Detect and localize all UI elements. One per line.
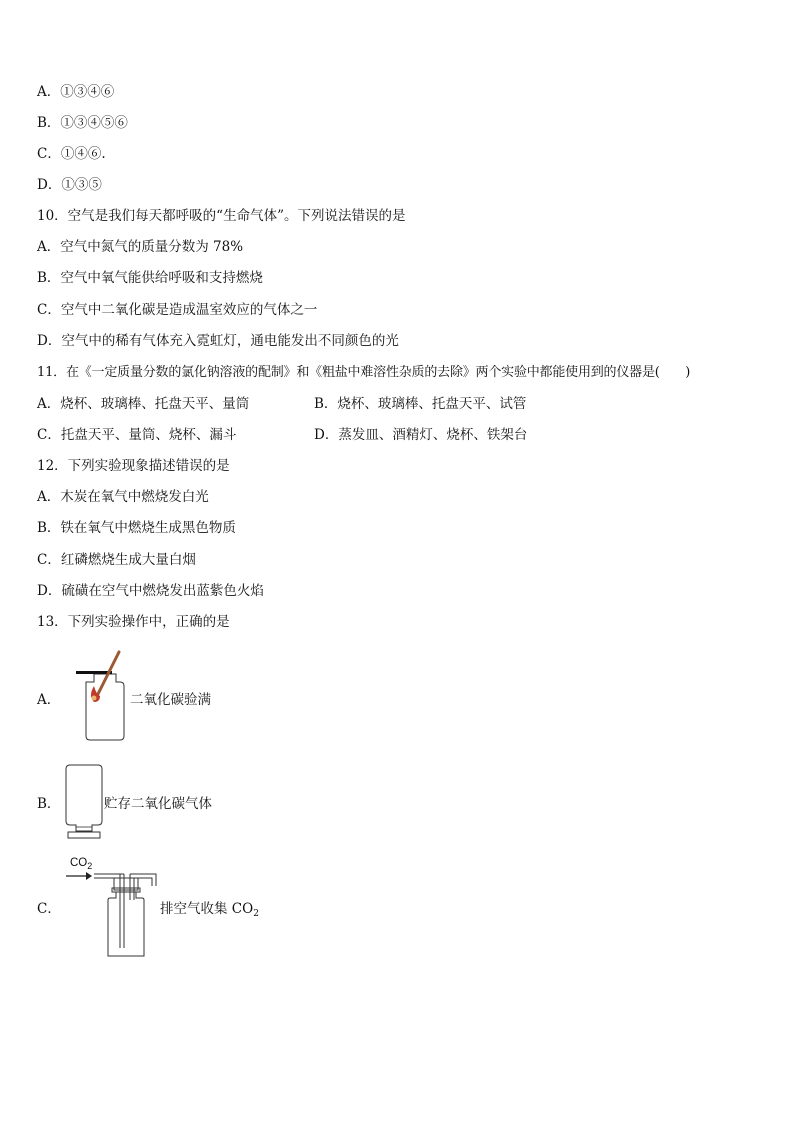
option-label: B． <box>37 115 61 131</box>
option-text: 烧杯、玻璃棒、托盘天平、试管 <box>337 396 527 412</box>
option-label: D． <box>314 427 339 443</box>
q10-option-c[interactable] <box>37 301 317 319</box>
q13-option-a-caption: 二氧化碳验满 <box>130 692 211 708</box>
gas-washing-bottle-figure <box>64 866 160 960</box>
q9-option-b[interactable] <box>37 114 128 132</box>
option-label: B． <box>37 520 61 536</box>
option-text: ①④⑥. <box>60 146 106 162</box>
option-label: D． <box>37 333 62 349</box>
co2-full-test-figure <box>72 650 130 742</box>
q9-option-d[interactable] <box>37 176 102 194</box>
option-text: ①③④⑥ <box>60 84 115 100</box>
q11-option-c[interactable] <box>37 426 236 444</box>
option-text: 空气中氧气能供给呼吸和支持燃烧 <box>60 270 263 286</box>
q9-option-c[interactable] <box>37 145 106 163</box>
option-text: 铁在氧气中燃烧生成黑色物质 <box>60 520 236 536</box>
option-label: D． <box>37 583 62 599</box>
q13-option-c-label[interactable]: C． <box>37 901 61 917</box>
option-label: C． <box>37 146 61 162</box>
option-label: D． <box>37 177 62 193</box>
option-label: B． <box>37 270 61 286</box>
q13-option-a-label[interactable]: A． <box>37 692 61 708</box>
q12-option-b[interactable] <box>37 519 236 537</box>
q10-option-b[interactable] <box>37 269 263 287</box>
option-label: C． <box>37 302 61 318</box>
q11-option-a[interactable] <box>37 395 249 413</box>
option-label: B． <box>314 396 338 412</box>
q10-stem: 10．空气是我们每天都呼吸的“生命气体”。下列说法错误的是 <box>37 208 406 224</box>
option-text: ①③⑤ <box>61 177 102 193</box>
option-text: ①③④⑤⑥ <box>60 115 128 131</box>
option-label: A． <box>37 396 61 412</box>
option-text: 托盘天平、量筒、烧杯、漏斗 <box>60 427 237 443</box>
option-text: 木炭在氧气中燃烧发白光 <box>60 489 209 505</box>
q13-option-b-caption: 贮存二氧化碳气体 <box>104 796 212 812</box>
option-text: 红磷燃烧生成大量白烟 <box>60 552 196 568</box>
option-text: 空气中的稀有气体充入霓虹灯，通电能发出不同颜色的光 <box>61 333 399 349</box>
option-label: C． <box>37 552 61 568</box>
q12-stem: 12．下列实验现象描述错误的是 <box>37 458 230 474</box>
inverted-gas-bottle-figure <box>62 763 106 841</box>
option-label: A． <box>37 489 61 505</box>
q13-option-b-label[interactable]: B． <box>37 796 61 812</box>
option-text: 空气中氮气的质量分数为 78% <box>60 239 244 255</box>
q12-option-a[interactable] <box>37 488 209 506</box>
q13-option-c-caption: 排空气收集 $CO_2$ <box>160 901 259 919</box>
q10-option-d[interactable] <box>37 332 399 350</box>
q11-stem: 11．在《一定质量分数的氯化钠溶液的配制》和《粗盐中难溶性杂质的去除》两个实验中都能使用到的仪器是( ) <box>37 365 691 380</box>
option-label: A． <box>37 239 61 255</box>
q11-option-b[interactable] <box>314 395 526 413</box>
gas-inlet-label: $CO_2$ <box>70 857 93 871</box>
q12-option-d[interactable] <box>37 582 264 600</box>
option-label: A． <box>37 84 61 100</box>
q13-stem: 13．下列实验操作中，正确的是 <box>37 614 230 630</box>
q12-option-c[interactable] <box>37 551 196 569</box>
option-text: 蒸发皿、酒精灯、烧杯、铁架台 <box>338 427 528 443</box>
q9-option-a[interactable] <box>37 83 114 101</box>
option-label: C． <box>37 427 61 443</box>
option-text: 空气中二氧化碳是造成温室效应的气体之一 <box>60 302 318 318</box>
q10-option-a[interactable] <box>37 238 243 256</box>
option-text: 烧杯、玻璃棒、托盘天平、量筒 <box>60 396 250 412</box>
q11-option-d[interactable] <box>314 426 527 444</box>
option-text: 硫磺在空气中燃烧发出蓝紫色火焰 <box>61 583 264 599</box>
